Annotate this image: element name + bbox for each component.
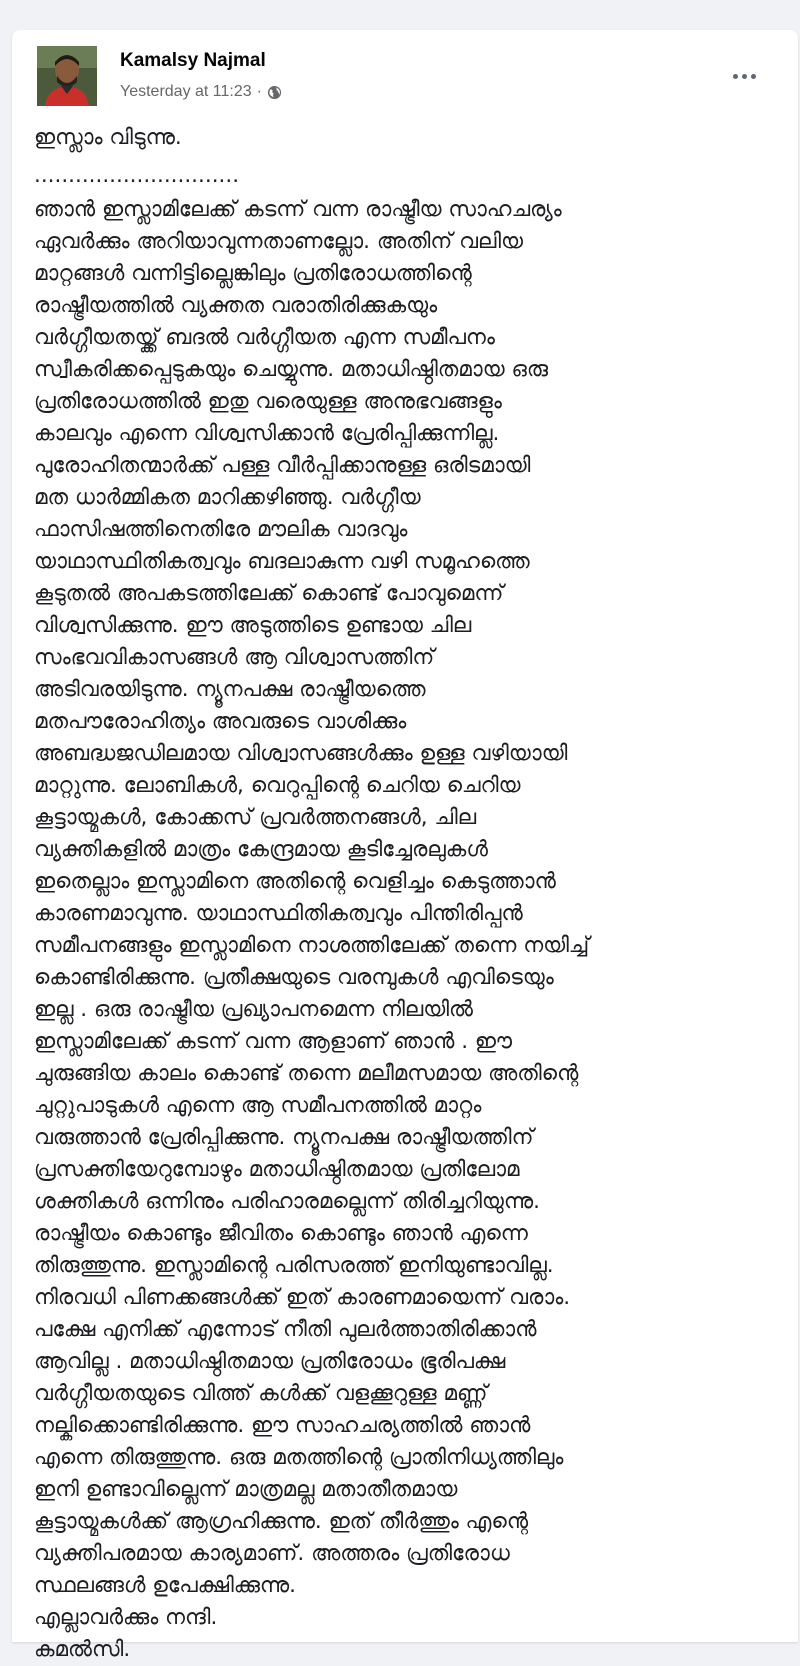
- post-body-line: പുരോഹിതന്മാർക്ക് പള്ള വീർപ്പിക്കാനുള്ള ഒരിടമായി: [34, 453, 531, 478]
- post-body-line: ഇസ്ലാമിലേക്ക് കടന്ന് വന്ന ആളാണ് ഞാൻ . ഈ: [34, 1029, 513, 1054]
- post-body-line: ചുറ്റുപാടുകൾ എന്നെ ആ സമീപനത്തിൽ മാറ്റം: [34, 1093, 482, 1118]
- post-body-line: എന്നെ തിരുത്തുന്നു. ഒരു മതത്തിന്റെ പ്രാതിനിധ്യത്തിലും: [34, 1445, 564, 1470]
- post-body-line: കൂടുതൽ അപകടത്തിലേക്ക് കൊണ്ട് പോവുമെന്ന്: [34, 581, 504, 606]
- post-body-line: കൂട്ടായ്മകൾ, കോക്കസ് പ്രവർത്തനങ്ങൾ, ചില: [34, 805, 477, 830]
- post-body-line: സംഭവവികാസങ്ങൾ ആ വിശ്വാസത്തിന്: [34, 645, 435, 670]
- post-body-line: വ്യക്തിപരമായ കാര്യമാണ്. അത്തരം പ്രതിരോധ: [34, 1541, 510, 1566]
- post-body-line: പ്രസക്തിയേറുമ്പോഴും മതാധിഷ്ഠിതമായ പ്രതിലോമ: [34, 1157, 520, 1182]
- post-body-line: പക്ഷേ എനിക്ക് എന്നോട് നീതി പുലർത്താതിരിക്കാൻ: [34, 1317, 537, 1342]
- post-body-line: ഇതെല്ലാം ഇസ്ലാമിനെ അതിന്റെ വെളിച്ചം കെടുത്താൻ: [34, 869, 556, 894]
- post-body-line: കാലവും എന്നെ വിശ്വസിക്കാൻ പ്രേരിപ്പിക്കുന്നില്ല.: [34, 421, 500, 446]
- post-body-line: രാഷ്ട്രീയം കൊണ്ടും ജീവിതം കൊണ്ടും ഞാൻ എന്നെ: [34, 1221, 528, 1246]
- post-body-line: വ്യക്തികളിൽ മാത്രം കേന്ദ്രമായ കൂടിച്ചേരലുകൾ: [34, 837, 488, 862]
- post-body-line: ഇനി ഉണ്ടാവില്ലെന്ന് മാത്രമല്ല മതാതീതമായ: [34, 1477, 458, 1502]
- post-body-line: വർഗ്ഗീയതയുടെ വിത്ത് കൾക്ക് വളക്കൂറുള്ള മണ്ണ്: [34, 1381, 488, 1406]
- avatar-image: [37, 46, 97, 106]
- post-body-line: അബദ്ധജഡിലമായ വിശ്വാസങ്ങൾക്കും ഉള്ള വഴിയായി: [34, 741, 568, 766]
- post-text: [34, 122, 779, 1666]
- post-header: [37, 44, 777, 108]
- post-body-line: രാഷ്ട്രീയത്തിൽ വ്യക്തത വരാതിരിക്കുകയും: [34, 293, 438, 318]
- post-body-line: കൂട്ടായ്മകൾക്ക് ആഗ്രഹിക്കുന്നു. ഇത് തീർത്തും എന്റെ: [34, 1509, 529, 1534]
- post-body-line: മതപൗരോഹിത്യം അവരുടെ വാശിക്കും: [34, 709, 407, 734]
- post-body-line: നല്കിക്കൊണ്ടിരിക്കുന്നു. ഈ സാഹചര്യത്തിൽ ഞാൻ: [34, 1413, 531, 1438]
- post-body-line: ഏവർക്കും അറിയാവുന്നതാണല്ലോ. അതിന് വലിയ: [34, 229, 524, 254]
- author-name[interactable]: Kamalsy Najmal: [120, 50, 266, 71]
- more-options-icon[interactable]: [727, 62, 761, 90]
- post-body-line: എല്ലാവർക്കും നന്ദി.: [34, 1605, 218, 1630]
- post-body-line: അടിവരയിടുന്നു. ന്യൂനപക്ഷ രാഷ്ട്രീയത്തെ: [34, 677, 426, 702]
- post-body-line: മാറ്റങ്ങൾ വന്നിട്ടില്ലെങ്കിലും പ്രതിരോധത്തിന്റെ: [34, 261, 472, 286]
- post-timestamp[interactable]: Yesterday at 11:23: [120, 83, 252, 100]
- post-body-line: യാഥാസ്ഥിതികത്വവും ബദലാകുന്ന വഴി സമൂഹത്തെ: [34, 549, 530, 574]
- post-body-line: സമീപനങ്ങളും ഇസ്ലാമിനെ നാശത്തിലേക്ക് തന്നെ നയിച്ച്: [34, 933, 590, 958]
- post-body-line: ചുരുങ്ങിയ കാലം കൊണ്ട് തന്നെ മലീമസമായ അതിന്റെ: [34, 1061, 579, 1086]
- post-body-line: ആവില്ല . മതാധിഷ്ഠിതമായ പ്രതിരോധം ഭൂരിപക്ഷ: [34, 1349, 506, 1374]
- post-body-line: ഫാസിഷത്തിനെതിരേ മൗലിക വാദവും: [34, 517, 408, 542]
- post-body-line: മത ധാർമ്മികത മാറിക്കഴിഞ്ഞു. വർഗ്ഗീയ: [34, 485, 421, 510]
- post-body-line: വിശ്വസിക്കുന്നു. ഈ അടുത്തിടെ ഉണ്ടായ ചില: [34, 613, 472, 638]
- post-card: [12, 30, 798, 1662]
- post-body-line: സ്വീകരിക്കപ്പെടുകയും ചെയ്യുന്നു. മതാധിഷ്ഠിതമായ ഒരു: [34, 357, 548, 382]
- post-title: ഇസ്ലാം വിടുന്നു.: [34, 125, 182, 150]
- post-body-line: തിരുത്തുന്നു. ഇസ്ലാമിന്റെ പരിസരത്ത് ഇനിയുണ്ടാവില്ല.: [34, 1253, 554, 1278]
- post-meta: [120, 83, 282, 101]
- post-body-line: പ്രതിരോധത്തിൽ ഇതു വരെയുള്ള അനുഭവങ്ങളും: [34, 389, 502, 414]
- post-body-line: മാറ്റുന്നു. ലോബികൾ, വെറുപ്പിന്റെ ചെറിയ ചെറിയ: [34, 773, 521, 798]
- post-body-line: കാരണമാവുന്നു. യാഥാസ്ഥിതികത്വവും പിന്തിരിപ്പൻ: [34, 901, 523, 926]
- globe-icon[interactable]: [267, 85, 282, 100]
- post-body-line: കമൽസി.: [34, 1637, 131, 1662]
- post-body-line: വർഗ്ഗീയതയ്ക്ക് ബദൽ വർഗ്ഗീയത എന്ന സമീപനം: [34, 325, 495, 350]
- avatar[interactable]: [37, 46, 97, 106]
- post-body-line: സ്ഥലങ്ങൾ ഉപേക്ഷിക്കുന്നു.: [34, 1573, 297, 1598]
- post-body-line: നിരവധി പിണക്കങ്ങൾക്ക് ഇത് കാരണമായെന്ന് വരാം.: [34, 1285, 571, 1310]
- post-divider-dots: ..............................: [34, 163, 240, 188]
- post-body-line: ഇല്ല . ഒരു രാഷ്ട്രീയ പ്രഖ്യാപനമെന്ന നിലയിൽ: [34, 997, 473, 1022]
- meta-separator: ·: [256, 83, 262, 100]
- post-body-line: ശക്തികൾ ഒന്നിനും പരിഹാരമല്ലെന്ന് തിരിച്ചറിയുന്നു.: [34, 1189, 540, 1214]
- post-body-line: വരുത്താൻ പ്രേരിപ്പിക്കുന്നു. ന്യൂനപക്ഷ രാഷ്ട്രീയത്തിന്: [34, 1125, 534, 1150]
- post-body-line: ഞാൻ ഇസ്ലാമിലേക്ക് കടന്ന് വന്ന രാഷ്ട്രീയ സാഹചര്യം: [34, 197, 562, 222]
- post-body-line: കൊണ്ടിരിക്കുന്നു. പ്രതീക്ഷയുടെ വരമ്പുകൾ എവിടെയും: [34, 965, 554, 990]
